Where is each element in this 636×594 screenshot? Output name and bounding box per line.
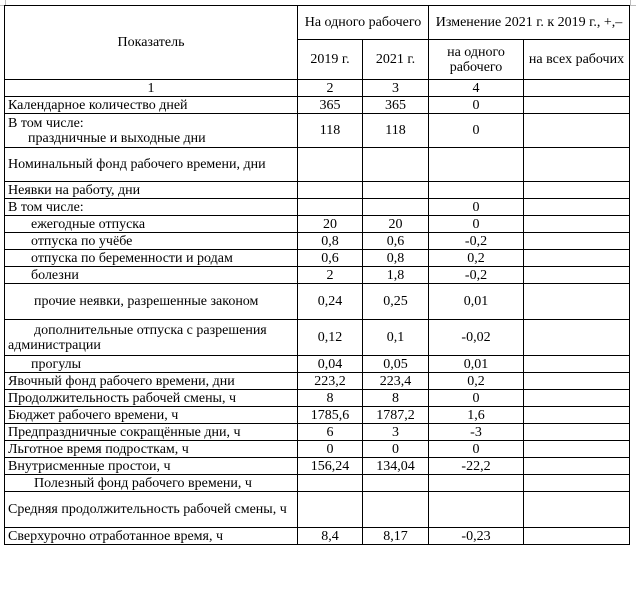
value-2021: 0,6 xyxy=(363,233,429,250)
change-per-worker: -0,2 xyxy=(429,267,524,284)
change-all xyxy=(524,284,630,320)
change-all xyxy=(524,114,630,148)
column-number: 4 xyxy=(429,80,524,97)
change-all xyxy=(524,528,630,545)
row-label-line-1: В том числе: xyxy=(8,115,84,131)
table-row xyxy=(5,97,630,114)
change-all xyxy=(524,424,630,441)
row-label xyxy=(5,114,298,148)
value-2021: 0,05 xyxy=(363,356,429,373)
value-2019: 8 xyxy=(298,390,363,407)
change-per-worker: -0,02 xyxy=(429,320,524,356)
change-per-worker: -3 xyxy=(429,424,524,441)
row-label: В том числе: xyxy=(5,199,298,216)
header-year-2021: 2021 г. xyxy=(363,40,429,80)
value-2019: 20 xyxy=(298,216,363,233)
value-2019 xyxy=(298,199,363,216)
header-per-worker: На одного рабочего xyxy=(298,6,429,40)
row-label: Сверхурочно отработанное время, ч xyxy=(5,528,298,545)
row-label: отпуска по учёбе xyxy=(5,233,298,250)
value-2021: 1787,2 xyxy=(363,407,429,424)
row-label: Номинальный фонд рабочего времени, дни xyxy=(5,148,298,182)
value-2019 xyxy=(298,475,363,492)
row-label: Льготное время подросткам, ч xyxy=(5,441,298,458)
table-row xyxy=(5,458,630,475)
row-label: Явочный фонд рабочего времени, дни xyxy=(5,373,298,390)
change-all xyxy=(524,216,630,233)
change-all xyxy=(524,390,630,407)
row-label: отпуска по беременности и родам xyxy=(5,250,298,267)
change-per-worker: 0,01 xyxy=(429,284,524,320)
value-2019: 365 xyxy=(298,97,363,114)
change-all xyxy=(524,441,630,458)
change-all xyxy=(524,475,630,492)
value-2019: 0 xyxy=(298,441,363,458)
value-2021: 1,8 xyxy=(363,267,429,284)
value-2021 xyxy=(363,475,429,492)
row-label: Предпраздничные сокращённые дни, ч xyxy=(5,424,298,441)
working-time-table xyxy=(4,5,630,545)
row-label: Неявки на работу, дни xyxy=(5,182,298,199)
change-per-worker: 0 xyxy=(429,441,524,458)
column-number-row xyxy=(5,80,630,97)
header-change-all: на всех рабочих xyxy=(524,40,630,80)
change-per-worker xyxy=(429,475,524,492)
change-all xyxy=(524,182,630,199)
table-row xyxy=(5,216,630,233)
value-2019 xyxy=(298,492,363,528)
table-row xyxy=(5,528,630,545)
row-label: Внутрисменные простои, ч xyxy=(5,458,298,475)
change-all xyxy=(524,373,630,390)
change-per-worker xyxy=(429,182,524,199)
change-per-worker: 0 xyxy=(429,390,524,407)
change-all xyxy=(524,199,630,216)
row-label: Полезный фонд рабочего времени, ч xyxy=(5,475,298,492)
change-per-worker: 0,2 xyxy=(429,373,524,390)
value-2021: 223,4 xyxy=(363,373,429,390)
change-per-worker: 0,01 xyxy=(429,356,524,373)
value-2019 xyxy=(298,148,363,182)
change-per-worker: -0,23 xyxy=(429,528,524,545)
value-2019: 6 xyxy=(298,424,363,441)
row-label: прогулы xyxy=(5,356,298,373)
table-row xyxy=(5,424,630,441)
change-all xyxy=(524,148,630,182)
column-number: 2 xyxy=(298,80,363,97)
table-row xyxy=(5,441,630,458)
column-number: 3 xyxy=(363,80,429,97)
value-2019 xyxy=(298,182,363,199)
change-all xyxy=(524,267,630,284)
table-row xyxy=(5,267,630,284)
table-row xyxy=(5,356,630,373)
header-change: Изменение 2021 г. к 2019 г., +,– xyxy=(429,6,630,40)
table-row xyxy=(5,407,630,424)
change-per-worker: -0,2 xyxy=(429,233,524,250)
value-2021 xyxy=(363,492,429,528)
change-per-worker: 1,6 xyxy=(429,407,524,424)
value-2021: 3 xyxy=(363,424,429,441)
change-all xyxy=(524,458,630,475)
table-row xyxy=(5,199,630,216)
value-2021: 365 xyxy=(363,97,429,114)
table-row xyxy=(5,182,630,199)
value-2021: 0,8 xyxy=(363,250,429,267)
change-all xyxy=(524,250,630,267)
value-2019: 118 xyxy=(298,114,363,148)
table-row xyxy=(5,114,630,148)
value-2021 xyxy=(363,199,429,216)
value-2019: 0,6 xyxy=(298,250,363,267)
table-row xyxy=(5,373,630,390)
table-row xyxy=(5,475,630,492)
corner-mark-top-right xyxy=(630,0,636,6)
value-2019: 0,24 xyxy=(298,284,363,320)
row-label: Средняя продолжительность рабочей смены, ч xyxy=(5,492,298,528)
table-row xyxy=(5,284,630,320)
change-per-worker: 0 xyxy=(429,199,524,216)
change-per-worker: 0 xyxy=(429,97,524,114)
value-2021 xyxy=(363,148,429,182)
header-change-per-worker: на одного рабочего xyxy=(429,40,524,80)
change-all xyxy=(524,356,630,373)
value-2021: 20 xyxy=(363,216,429,233)
value-2021: 118 xyxy=(363,114,429,148)
value-2019: 0,8 xyxy=(298,233,363,250)
row-label-line-2: праздничные и выходные дни xyxy=(28,130,206,146)
change-per-worker: -22,2 xyxy=(429,458,524,475)
table-container xyxy=(4,5,630,545)
change-all xyxy=(524,320,630,356)
value-2019: 1785,6 xyxy=(298,407,363,424)
value-2019: 2 xyxy=(298,267,363,284)
value-2019: 0,04 xyxy=(298,356,363,373)
row-label: Бюджет рабочего времени, ч xyxy=(5,407,298,424)
change-all xyxy=(524,233,630,250)
table-row xyxy=(5,320,630,356)
header-indicator: Показатель xyxy=(5,6,298,80)
table-row xyxy=(5,492,630,528)
value-2019: 0,12 xyxy=(298,320,363,356)
header-year-2019: 2019 г. xyxy=(298,40,363,80)
table-row xyxy=(5,233,630,250)
value-2019: 156,24 xyxy=(298,458,363,475)
value-2019: 8,4 xyxy=(298,528,363,545)
value-2021: 0 xyxy=(363,441,429,458)
table-row xyxy=(5,390,630,407)
header-row-1 xyxy=(5,6,630,40)
change-per-worker xyxy=(429,492,524,528)
value-2021: 8,17 xyxy=(363,528,429,545)
value-2021 xyxy=(363,182,429,199)
row-label: прочие неявки, разрешенные законом xyxy=(5,284,298,320)
row-label: Календарное количество дней xyxy=(5,97,298,114)
change-per-worker: 0,2 xyxy=(429,250,524,267)
value-2021: 0,25 xyxy=(363,284,429,320)
change-per-worker: 0 xyxy=(429,114,524,148)
column-number xyxy=(524,80,630,97)
change-all xyxy=(524,407,630,424)
value-2021: 134,04 xyxy=(363,458,429,475)
table-row xyxy=(5,250,630,267)
row-label: дополнительные отпуска с разрешения администрации xyxy=(5,320,298,356)
row-label: Продолжительность рабочей смены, ч xyxy=(5,390,298,407)
value-2021: 0,1 xyxy=(363,320,429,356)
value-2019: 223,2 xyxy=(298,373,363,390)
row-label: ежегодные отпуска xyxy=(5,216,298,233)
change-all xyxy=(524,492,630,528)
change-all xyxy=(524,97,630,114)
column-number: 1 xyxy=(5,80,298,97)
table-row xyxy=(5,148,630,182)
row-label: болезни xyxy=(5,267,298,284)
value-2021: 8 xyxy=(363,390,429,407)
change-per-worker: 0 xyxy=(429,216,524,233)
change-per-worker xyxy=(429,148,524,182)
